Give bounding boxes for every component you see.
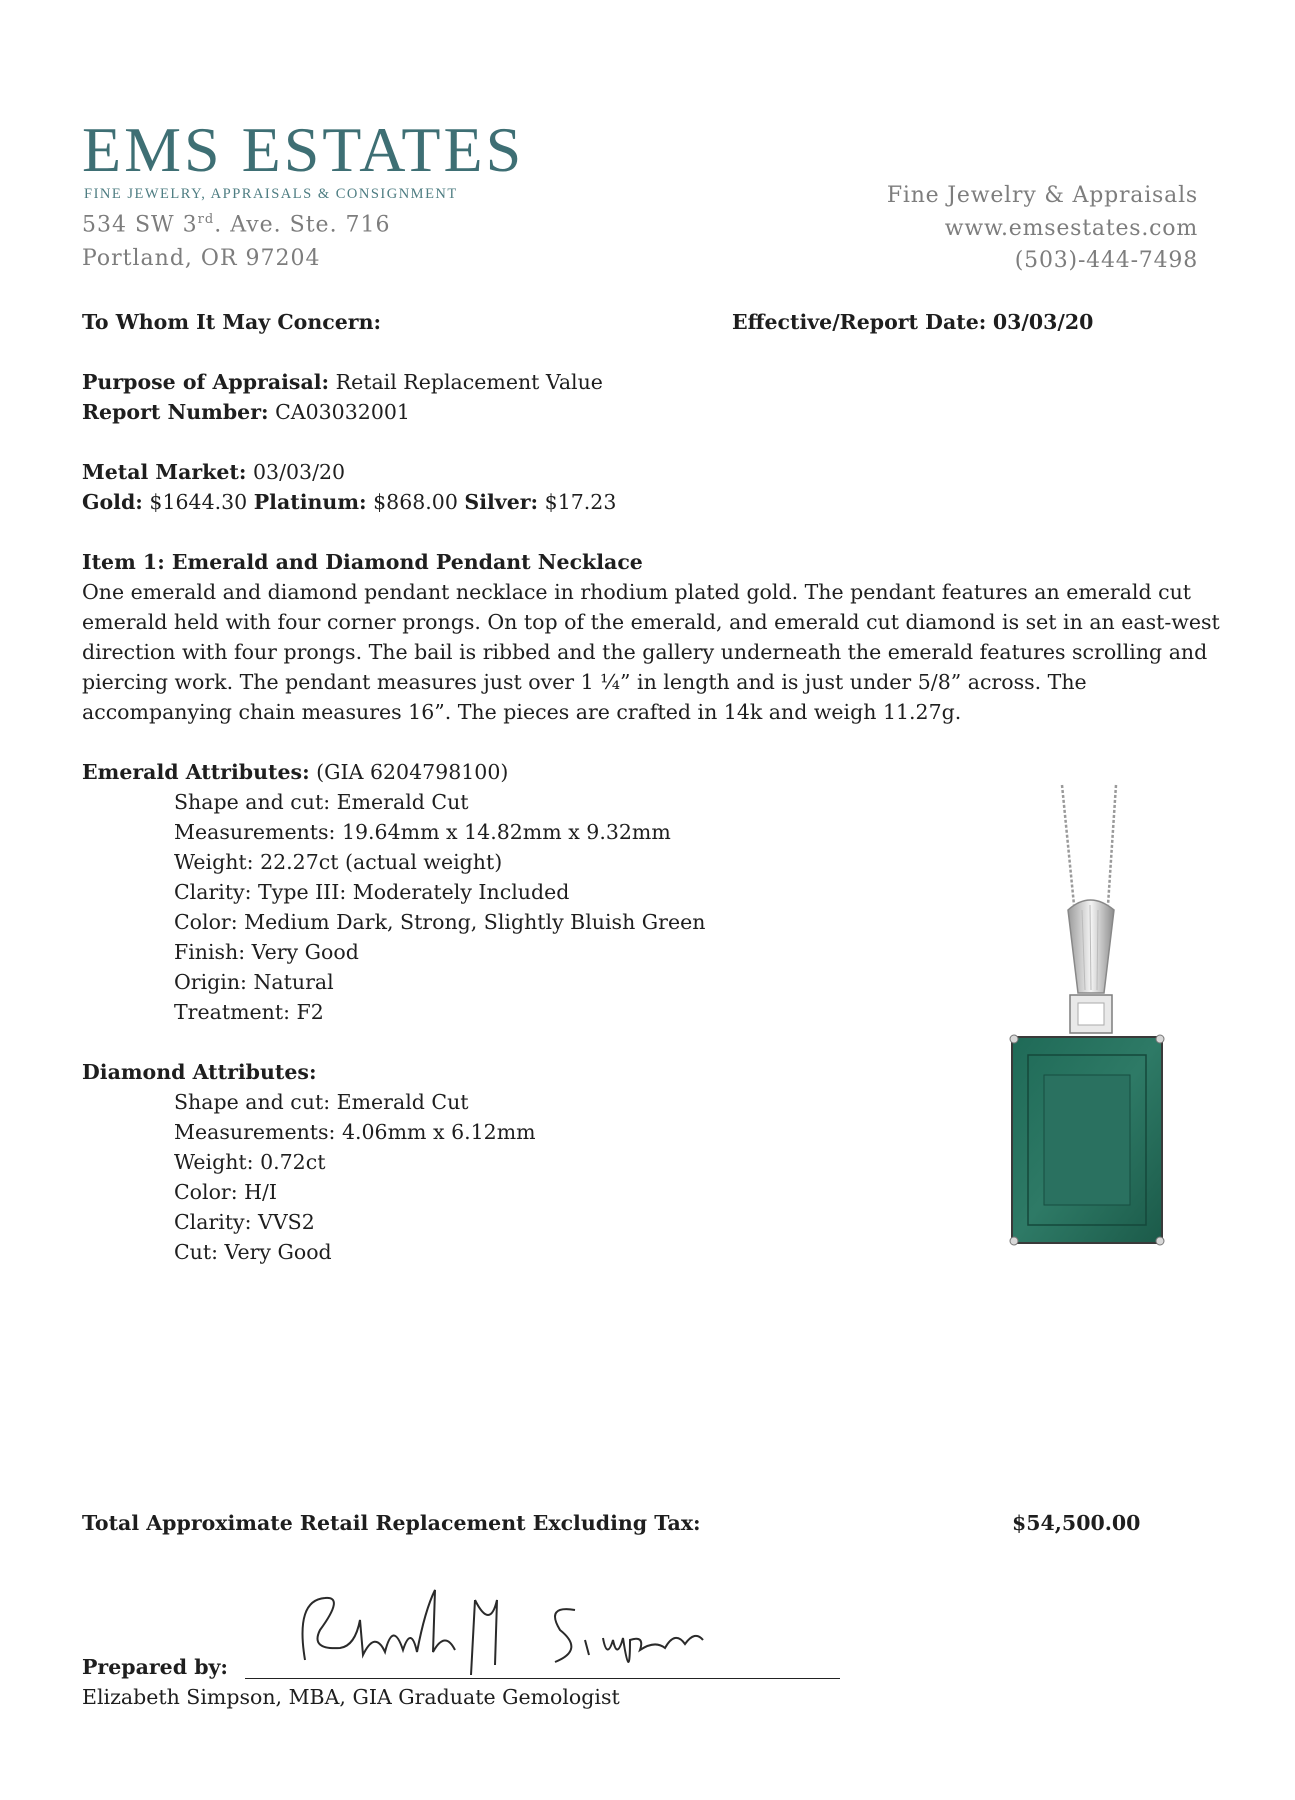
- total-value: $54,500.00: [1012, 1511, 1141, 1535]
- diamond-attribute: Measurements: 4.06mm x 6.12mm: [174, 1120, 536, 1144]
- emerald-attribute: Measurements: 19.64mm x 14.82mm x 9.32mm: [174, 820, 671, 844]
- description-line: emerald held with four corner prongs. On top of the emerald, and emerald cut diamond is set in an east-west: [82, 610, 1220, 634]
- emerald-attribute: Finish: Very Good: [174, 940, 359, 964]
- address-line-2: Portland, OR 97204: [82, 246, 321, 271]
- website: www.emsestates.com: [944, 216, 1198, 241]
- description-line: direction with four prongs. The bail is ribbed and the gallery underneath the emerald features scrolling and: [82, 640, 1208, 664]
- emerald-attributes-heading: Emerald Attributes: (GIA 6204798100): [82, 760, 509, 784]
- description-line: piercing work. The pendant measures just over 1 ¼” in length and is just under 5/8” across. The: [82, 670, 1087, 694]
- salutation: To Whom It May Concern:: [82, 310, 382, 334]
- item-description: [82, 577, 1282, 727]
- prepared-by-label: Prepared by:: [82, 1655, 229, 1679]
- diamond-attribute: Cut: Very Good: [174, 1240, 332, 1264]
- total-label: Total Approximate Retail Replacement Excluding Tax:: [82, 1511, 701, 1535]
- emerald-attribute: Treatment: F2: [174, 1000, 324, 1024]
- diamond-attributes-list: [174, 1087, 536, 1267]
- report-number: Report Number: CA03032001: [82, 400, 410, 424]
- diamond-attribute: Weight: 0.72ct: [174, 1150, 326, 1174]
- emerald-attribute: Clarity: Type III: Moderately Included: [174, 880, 570, 904]
- diamond-attribute: Clarity: VVS2: [174, 1210, 315, 1234]
- emerald-attribute: Color: Medium Dark, Strong, Slightly Bluish Green: [174, 910, 706, 934]
- phone-number: (503)-444-7498: [1014, 248, 1198, 273]
- item-title: Item 1: Emerald and Diamond Pendant Necklace: [82, 550, 643, 574]
- diamond-attributes-heading: Diamond Attributes:: [82, 1060, 317, 1084]
- emerald-attributes-list: [174, 787, 705, 1027]
- logo-subtitle: FINE JEWELRY, APPRAISALS & CONSIGNMENT: [84, 186, 458, 202]
- address-line-1: 534 SW 3rd. Ave. Ste. 716: [82, 212, 391, 238]
- emerald-attribute: Weight: 22.27ct (actual weight): [174, 850, 503, 874]
- emerald-attribute: Shape and cut: Emerald Cut: [174, 790, 469, 814]
- tagline: Fine Jewelry & Appraisals: [886, 183, 1198, 208]
- description-line: accompanying chain measures 16”. The pieces are crafted in 14k and weigh 11.27g.: [82, 700, 962, 724]
- preparer-name: Elizabeth Simpson, MBA, GIA Graduate Gemologist: [82, 1685, 620, 1709]
- chain: [1062, 785, 1116, 905]
- diamond-attribute: Shape and cut: Emerald Cut: [174, 1090, 469, 1114]
- company-logo: EMS ESTATES: [82, 114, 525, 185]
- report-date: Effective/Report Date: 03/03/20: [732, 310, 1094, 334]
- emerald-attribute: Origin: Natural: [174, 970, 334, 994]
- pendant-photo: [990, 775, 1170, 1265]
- diamond-attribute: Color: H/I: [174, 1180, 278, 1204]
- purpose-of-appraisal: Purpose of Appraisal: Retail Replacement Value: [82, 370, 603, 394]
- metal-prices: Gold: $1644.30 Platinum: $868.00 Silver: $17.23: [82, 490, 617, 514]
- handwritten-signature: [285, 1580, 725, 1690]
- metal-market-date: Metal Market: 03/03/20: [82, 460, 346, 484]
- description-line: One emerald and diamond pendant necklace in rhodium plated gold. The pendant features an emerald cut: [82, 580, 1192, 604]
